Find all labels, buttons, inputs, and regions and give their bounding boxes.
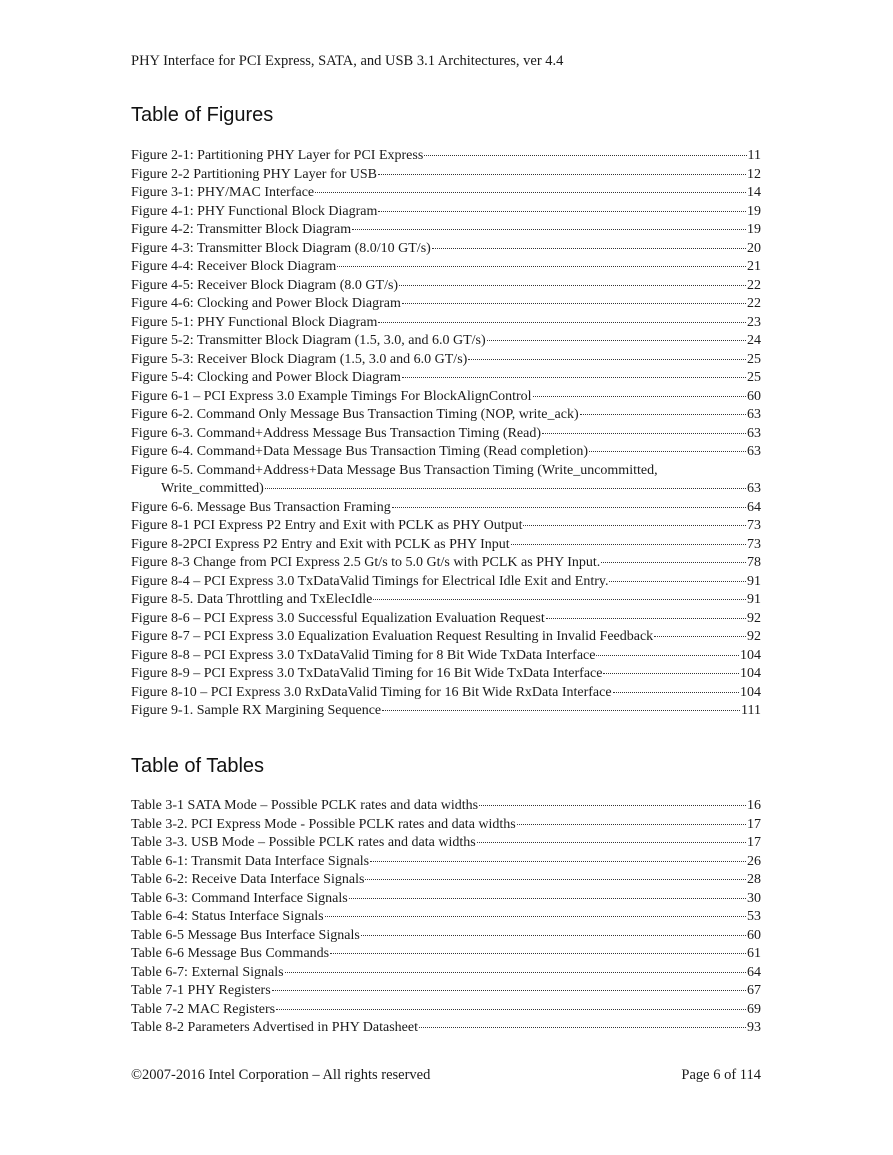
tables-list (131, 797, 761, 1038)
table-toc-entry[interactable] (131, 1019, 761, 1038)
figure-toc-entry[interactable] (131, 147, 761, 166)
table-toc-entry[interactable] (131, 797, 761, 816)
toc-entry-label: Figure 6-2. Command Only Message Bus Transaction Timing (NOP, write_ack) (131, 407, 579, 422)
toc-entry-page: 21 (747, 259, 761, 274)
dot-leader (337, 266, 746, 267)
dot-leader (517, 824, 746, 825)
toc-entry-label: Table 7-1 PHY Registers (131, 983, 271, 998)
toc-entry-label: Figure 8-10 – PCI Express 3.0 RxDataValid Timing for 16 Bit Wide RxData Interface (131, 684, 612, 700)
toc-entry-label: Figure 5-2: Transmitter Block Diagram (1.5, 3.0, and 6.0 GT/s) (131, 333, 486, 348)
toc-entry-page: 53 (747, 909, 761, 924)
toc-entry-page: 67 (747, 983, 761, 998)
dot-leader (523, 525, 746, 526)
figure-toc-entry[interactable] (131, 702, 761, 721)
figure-toc-entry[interactable] (131, 610, 761, 629)
figure-toc-entry[interactable] (131, 536, 761, 555)
toc-entry-page: 64 (747, 964, 761, 980)
dot-leader (399, 285, 746, 286)
toc-entry-label: Figure 8-2PCI Express P2 Entry and Exit with PCLK as PHY Input (131, 536, 510, 552)
dot-leader (511, 544, 746, 545)
dot-leader (365, 879, 746, 880)
toc-entry-label: Figure 5-4: Clocking and Power Block Diagram (131, 370, 401, 385)
toc-entry-page: 17 (747, 816, 761, 832)
toc-entry-page: 17 (747, 835, 761, 850)
toc-entry-label-continued: Write_committed) (161, 481, 264, 496)
toc-entry-label: Table 6-6 Message Bus Commands (131, 946, 330, 961)
toc-entry-label: Figure 4-1: PHY Functional Block Diagram (131, 203, 378, 219)
dot-leader (392, 507, 746, 508)
toc-entry-page: 30 (747, 890, 761, 906)
toc-entry-label: Figure 6-4. Command+Data Message Bus Transaction Timing (Read completion) (131, 444, 589, 459)
toc-entry-label: Figure 6-6. Message Bus Transaction Framing (131, 499, 391, 515)
figure-toc-entry[interactable] (131, 462, 761, 499)
toc-entry-page: 60 (747, 388, 761, 404)
toc-entry-label: Figure 2-2 Partitioning PHY Layer for USB (131, 166, 378, 182)
dot-leader (479, 805, 746, 806)
toc-entry-label: Table 6-5 Message Bus Interface Signals (131, 927, 360, 943)
table-toc-entry[interactable] (131, 982, 761, 1001)
toc-entry-label: Figure 4-6: Clocking and Power Block Diagram (131, 296, 401, 311)
figure-toc-entry[interactable] (131, 388, 761, 407)
toc-entry-page: 19 (747, 203, 761, 219)
toc-entry-label: Figure 3-1: PHY/MAC Interface (131, 185, 315, 200)
toc-entry-label: Figure 8-7 – PCI Express 3.0 Equalization Evaluation Request Resulting in Invalid Feedback (131, 629, 654, 644)
figure-toc-entry[interactable] (131, 277, 761, 296)
toc-entry-page: 91 (747, 573, 761, 589)
dot-leader (272, 990, 746, 991)
table-toc-entry[interactable] (131, 964, 761, 983)
toc-entry-page: 25 (747, 370, 761, 385)
dot-leader (468, 359, 746, 360)
toc-entry-label: Figure 8-1 PCI Express P2 Entry and Exit with PCLK as PHY Output (131, 518, 523, 533)
table-toc-entry[interactable] (131, 816, 761, 835)
toc-entry-page: 19 (747, 222, 761, 237)
toc-entry-label: Table 3-3. USB Mode – Possible PCLK rates and data widths (131, 835, 476, 850)
dot-leader (580, 414, 746, 415)
toc-entry-page: 91 (747, 592, 761, 607)
toc-entry-label: Table 6-7: External Signals (131, 964, 284, 980)
toc-entry-page: 63 (747, 444, 761, 459)
dot-leader (285, 972, 746, 973)
dot-leader (546, 618, 746, 619)
page-number: Page 6 of 114 (681, 1067, 761, 1083)
toc-entry-page: 93 (747, 1020, 761, 1035)
dot-leader (402, 303, 746, 304)
figures-list (131, 147, 761, 721)
figure-toc-entry[interactable] (131, 166, 761, 185)
dot-leader (601, 562, 746, 563)
figure-toc-entry[interactable] (131, 406, 761, 425)
toc-entry-label: Table 6-3: Command Interface Signals (131, 890, 348, 906)
figure-toc-entry[interactable] (131, 443, 761, 462)
dot-leader (613, 692, 739, 693)
toc-entry-page: 61 (747, 946, 761, 961)
figure-toc-entry[interactable] (131, 295, 761, 314)
table-of-figures-heading: Table of Figures (131, 104, 274, 126)
toc-entry-page: 69 (747, 1001, 761, 1017)
toc-entry-page: 23 (747, 314, 761, 330)
table-toc-entry[interactable] (131, 1001, 761, 1020)
toc-entry-page: 64 (747, 499, 761, 515)
figure-toc-entry[interactable] (131, 628, 761, 647)
toc-entry-label: Figure 8-6 – PCI Express 3.0 Successful Equalization Evaluation Request (131, 610, 545, 626)
toc-entry-page: 111 (741, 703, 761, 718)
dot-leader (370, 861, 746, 862)
dot-leader (330, 953, 746, 954)
dot-leader (352, 229, 746, 230)
dot-leader (402, 377, 746, 378)
toc-entry-page: 104 (740, 666, 761, 681)
toc-entry-label: Figure 9-1. Sample RX Margining Sequence (131, 703, 382, 718)
toc-entry-page: 73 (747, 518, 761, 533)
dot-leader (487, 340, 746, 341)
figure-toc-entry[interactable] (131, 591, 761, 610)
running-header: PHY Interface for PCI Express, SATA, and USB 3.1 Architectures, ver 4.4 (131, 53, 564, 69)
copyright-notice: ©2007-2016 Intel Corporation – All rights reserved (131, 1067, 431, 1083)
dot-leader (542, 433, 746, 434)
toc-entry-label: Figure 4-5: Receiver Block Diagram (8.0 GT/s) (131, 277, 399, 293)
figure-toc-entry[interactable] (131, 184, 761, 203)
figure-toc-entry[interactable] (131, 240, 761, 259)
figure-toc-entry[interactable] (131, 665, 761, 684)
toc-entry-page: 14 (747, 185, 761, 200)
toc-entry-label: Table 3-1 SATA Mode – Possible PCLK rates and data widths (131, 798, 479, 813)
toc-entry-label: Figure 5-1: PHY Functional Block Diagram (131, 314, 378, 330)
dot-leader (419, 1027, 746, 1028)
toc-entry-label: Figure 6-5. Command+Address+Data Message Bus Transaction Timing (Write_uncommitted, (131, 462, 658, 478)
toc-entry-page: 104 (740, 684, 761, 700)
toc-entry-page: 63 (747, 407, 761, 422)
toc-entry-label: Table 3-2. PCI Express Mode - Possible PCLK rates and data widths (131, 816, 516, 832)
toc-entry-page: 92 (747, 629, 761, 644)
figure-toc-entry[interactable] (131, 554, 761, 573)
toc-entry-label: Figure 6-1 – PCI Express 3.0 Example Timings For BlockAlignControl (131, 388, 532, 404)
toc-entry-label: Figure 8-5. Data Throttling and TxElecIdle (131, 592, 373, 607)
toc-entry-label: Table 7-2 MAC Registers (131, 1001, 276, 1017)
dot-leader (378, 211, 746, 212)
dot-leader (265, 488, 746, 489)
dot-leader (325, 916, 746, 917)
dot-leader (424, 155, 746, 156)
table-toc-entry[interactable] (131, 853, 761, 872)
table-toc-entry[interactable] (131, 890, 761, 909)
toc-entry-continuation (131, 480, 761, 499)
toc-entry-page: 28 (747, 872, 761, 887)
figure-toc-entry[interactable] (131, 203, 761, 222)
toc-entry-label: Figure 8-9 – PCI Express 3.0 TxDataValid Timing for 16 Bit Wide TxData Interface (131, 666, 603, 681)
toc-entry-page: 26 (747, 853, 761, 869)
toc-entry-label: Figure 8-4 – PCI Express 3.0 TxDataValid Timings for Electrical Idle Exit and Entry. (131, 573, 609, 589)
figure-toc-entry[interactable] (131, 258, 761, 277)
toc-entry-label: Figure 4-3: Transmitter Block Diagram (8.0/10 GT/s) (131, 240, 431, 256)
dot-leader (315, 192, 746, 193)
toc-entry-label: Table 6-1: Transmit Data Interface Signals (131, 853, 370, 869)
dot-leader (432, 248, 746, 249)
dot-leader (596, 655, 739, 656)
toc-entry-label: Figure 4-4: Receiver Block Diagram (131, 259, 337, 274)
dot-leader (349, 898, 746, 899)
toc-entry-page: 22 (747, 296, 761, 311)
figure-toc-entry[interactable] (131, 332, 761, 351)
figure-toc-entry[interactable] (131, 314, 761, 333)
toc-entry-page: 78 (747, 555, 761, 570)
table-toc-entry[interactable] (131, 908, 761, 927)
figure-toc-entry[interactable] (131, 221, 761, 240)
toc-entry-page: 16 (747, 798, 761, 813)
running-footer (131, 1067, 761, 1084)
toc-entry-page: 24 (747, 333, 761, 348)
toc-entry-label: Figure 2-1: Partitioning PHY Layer for PCI Express (131, 148, 424, 163)
figure-toc-entry[interactable] (131, 499, 761, 518)
dot-leader (609, 581, 746, 582)
figure-toc-entry[interactable] (131, 684, 761, 703)
dot-leader (378, 322, 746, 323)
toc-entry-label: Table 8-2 Parameters Advertised in PHY Datasheet (131, 1020, 418, 1035)
figure-toc-entry[interactable] (131, 647, 761, 666)
table-toc-entry[interactable] (131, 834, 761, 853)
toc-entry-page: 12 (747, 166, 761, 182)
figure-toc-entry[interactable] (131, 425, 761, 444)
table-toc-entry[interactable] (131, 871, 761, 890)
dot-leader (276, 1009, 746, 1010)
dot-leader (378, 174, 746, 175)
toc-entry-page: 73 (747, 536, 761, 552)
table-toc-entry[interactable] (131, 927, 761, 946)
toc-entry-label: Figure 8-8 – PCI Express 3.0 TxDataValid Timing for 8 Bit Wide TxData Interface (131, 647, 596, 663)
toc-entry-label: Figure 5-3: Receiver Block Diagram (1.5, 3.0 and 6.0 GT/s) (131, 351, 468, 367)
dot-leader (477, 842, 746, 843)
toc-entry-page: 63 (747, 425, 761, 441)
toc-entry-page: 22 (747, 277, 761, 293)
toc-entry-page: 20 (747, 240, 761, 256)
figure-toc-entry[interactable] (131, 573, 761, 592)
toc-entry-label: Figure 8-3 Change from PCI Express 2.5 Gt/s to 5.0 Gt/s with PCLK as PHY Input. (131, 555, 601, 570)
toc-entry-page: 92 (747, 610, 761, 626)
toc-entry-page: 11 (747, 148, 761, 163)
table-toc-entry[interactable] (131, 945, 761, 964)
toc-entry-page: 25 (747, 351, 761, 367)
toc-entry-page: 63 (747, 481, 761, 496)
dot-leader (589, 451, 746, 452)
figure-toc-entry[interactable] (131, 351, 761, 370)
dot-leader (382, 710, 740, 711)
dot-leader (654, 636, 746, 637)
toc-entry-label: Figure 4-2: Transmitter Block Diagram (131, 222, 352, 237)
table-of-tables-heading: Table of Tables (131, 755, 265, 777)
dot-leader (603, 673, 739, 674)
toc-entry-label: Figure 6-3. Command+Address Message Bus Transaction Timing (Read) (131, 425, 541, 441)
dot-leader (533, 396, 746, 397)
figure-toc-entry[interactable] (131, 369, 761, 388)
toc-entry-page: 60 (747, 927, 761, 943)
dot-leader (361, 935, 746, 936)
toc-entry-label: Table 6-2: Receive Data Interface Signals (131, 872, 365, 887)
toc-entry-label: Table 6-4: Status Interface Signals (131, 909, 324, 924)
figure-toc-entry[interactable] (131, 517, 761, 536)
dot-leader (373, 599, 746, 600)
toc-entry-page: 104 (740, 647, 761, 663)
